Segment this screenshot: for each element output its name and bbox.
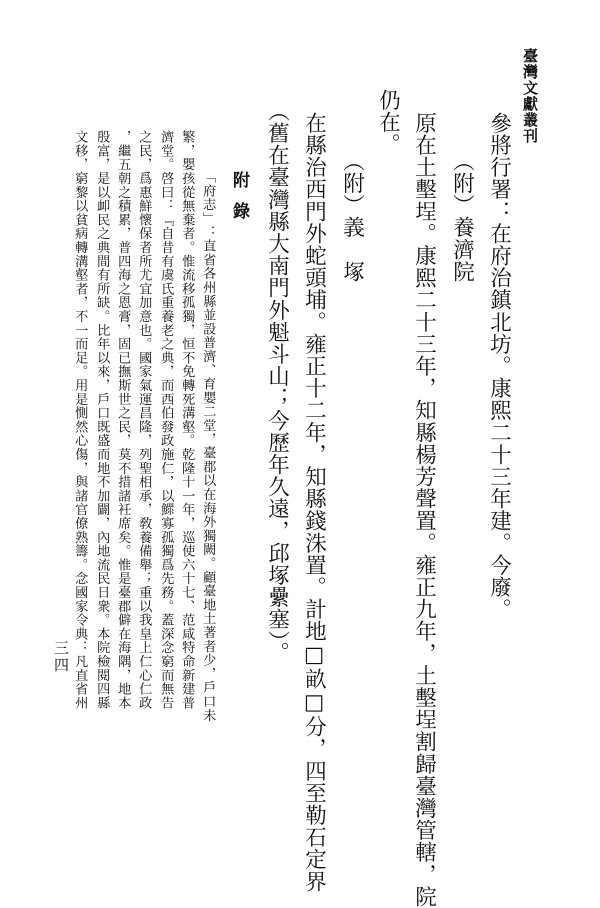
appendix-title: 附錄	[229, 171, 249, 233]
series-title: 臺灣文獻叢刊	[521, 48, 539, 144]
main-column-6: 在縣治西門外蛇頭埔。雍正十二年，知縣錢洙置。計地□畝□分，四至勒石定界	[301, 112, 327, 893]
appendix-column-6: 殷富，是以卹民之典間有所缺。比年以來，戶口既盛而地不加闢，內地流民日衆。本院檢閱四縣	[94, 130, 110, 710]
subheading-yi-zhong: （附）義 塚	[339, 150, 365, 283]
main-column-4: 仍在。	[375, 89, 401, 156]
main-column-7: （舊在臺灣縣大南門外魁斗山；今歷年久遠，邱塚纍塞）。	[264, 100, 290, 664]
appendix-column-3: 濟堂。啓曰：『自昔有虞氏重養老之典，而西伯發政施仁，以鰥寡孤獨爲先務。蓋深念窮而無告	[158, 130, 174, 710]
appendix-column-2: 繁，嬰孩從無棄者。惟流移孤獨，恒不免轉死溝壑。乾隆十一年，巡使六十七、范咸特命新建普	[179, 130, 195, 710]
main-column-1: 參將行署：在府治鎮北坊。康熙二十三年建。今廢。	[486, 112, 512, 621]
subheading-yangji-yuan: （附）養濟院	[449, 150, 475, 283]
appendix-column-4: 之民，爲惠鮮懷保者所尤宜加意也。國家氣運昌隆，列聖相承，敎養備舉；重以我皇上仁心仁政	[136, 130, 152, 710]
appendix-column-7: 文移，窮黎以貧病轉溝壑者，不一而足。用是惻然心傷，與諸官僚熟籌。念國家令典：凡直省州	[72, 130, 88, 710]
appendix-column-1: 「府志」：直省各州縣並設普濟、育嬰二堂，臺郡以在海外獨闕。顧臺地土著者少，戶口未	[200, 170, 216, 722]
main-column-3: 原在土墼埕。康熙二十三年，知縣楊芳聲置。雍正九年，土墼埕割歸臺灣管轄，院	[411, 112, 437, 908]
page-number: 三四	[52, 640, 70, 674]
appendix-column-5: ，繼五朝之積累，普四海之恩膏，固已撫斯世之民，莫不措諸衽席矣。惟是臺郡僻在海隅，地本	[115, 130, 131, 710]
